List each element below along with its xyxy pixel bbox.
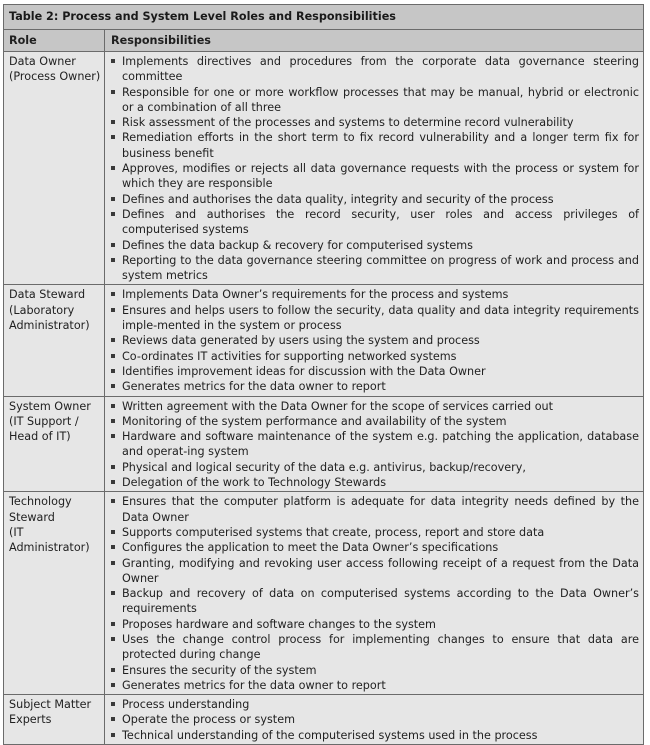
role-text: Steward xyxy=(9,510,55,524)
list-item: Supports computerised systems that create, process, report and store data xyxy=(111,525,639,540)
list-item: Uses the change control process for implementing changes to ensure that data are protected during change xyxy=(111,632,639,663)
responsibilities-column-header: Responsibilities xyxy=(111,34,211,47)
list-item: Identifies improvement ideas for discussion with the Data Owner xyxy=(111,364,639,379)
list-item: Co-ordinates IT activities for supporting networked systems xyxy=(111,349,639,364)
list-item: Defines and authorises the data quality, integrity and security of the process xyxy=(111,192,639,207)
role-text: Experts xyxy=(9,713,52,727)
role-text: Technology xyxy=(9,495,72,509)
table-header xyxy=(4,30,643,52)
table-row xyxy=(4,492,643,695)
list-item: Process understanding xyxy=(111,697,639,712)
list-item: Technical understanding of the computerised systems used in the process xyxy=(111,728,639,743)
role-column-header: Role xyxy=(4,30,105,51)
list-item: Ensures the security of the system xyxy=(111,663,639,678)
role-text: (Laboratory xyxy=(9,303,75,317)
list-item: Remediation efforts in the short term to fix record vulnerability and a longer term fix for business benefit xyxy=(111,130,639,161)
table-caption: Table 2: Process and System Level Roles and Responsibilities xyxy=(4,5,643,30)
role-text: (IT Administrator) xyxy=(9,525,90,555)
table-row xyxy=(4,397,643,493)
list-item: Granting, modifying and revoking user access following receipt of a request from the Data Owner xyxy=(111,556,639,587)
list-item: Configures the application to meet the Data Owner’s specifications xyxy=(111,540,639,555)
role-text: (Process Owner) xyxy=(9,70,101,84)
role-cell xyxy=(4,52,105,284)
list-item: Reviews data generated by users using the system and process xyxy=(111,333,639,348)
table-row xyxy=(4,285,643,396)
role-text: System Owner xyxy=(9,399,91,413)
list-item: Defines the data backup & recovery for computerised systems xyxy=(111,238,639,253)
role-text: Head of IT) xyxy=(9,430,71,444)
role-cell xyxy=(4,492,105,694)
list-item: Defines and authorises the record security, user roles and access privileges of computerised systems xyxy=(111,207,639,238)
list-item: Physical and logical security of the data e.g. antivirus, backup/recovery, xyxy=(111,460,639,475)
list-item: Approves, modifies or rejects all data governance requests with the process or system for which they are responsible xyxy=(111,161,639,192)
table-row xyxy=(4,695,643,744)
list-item: Backup and recovery of data on computerised systems according to the Data Owner’s requirements xyxy=(111,586,639,617)
responsibilities-cell xyxy=(105,52,643,284)
responsibilities-cell xyxy=(105,492,643,694)
role-text: (IT Support / xyxy=(9,414,79,428)
responsibilities-cell xyxy=(105,285,643,395)
role-cell xyxy=(4,397,105,492)
role-text: Data Owner xyxy=(9,55,76,68)
list-item: Risk assessment of the processes and systems to determine record vulnerability xyxy=(111,115,639,130)
roles-table xyxy=(3,4,644,745)
responsibilities-cell xyxy=(105,397,643,492)
list-item: Written agreement with the Data Owner for the scope of services carried out xyxy=(111,399,639,414)
responsibilities-cell xyxy=(105,695,643,744)
table-row xyxy=(4,52,643,285)
list-item: Ensures that the computer platform is adequate for data integrity needs defined by the Data Owner xyxy=(111,494,639,525)
role-text: Data Steward xyxy=(9,288,86,302)
list-item: Delegation of the work to Technology Stewards xyxy=(111,475,639,490)
list-item: Proposes hardware and software changes to the system xyxy=(111,617,639,632)
list-item: Generates metrics for the data owner to report xyxy=(111,379,639,394)
role-text: Administrator) xyxy=(9,319,90,333)
list-item: Implements directives and procedures from the corporate data governance steering committee xyxy=(111,54,639,85)
list-item: Reporting to the data governance steering committee on progress of work and process and system metrics xyxy=(111,253,639,284)
list-item: Monitoring of the system performance and availability of the system xyxy=(111,414,639,429)
role-cell xyxy=(4,695,105,744)
role-cell xyxy=(4,285,105,395)
list-item: Hardware and software maintenance of the system e.g. patching the application, database and operat-ing system xyxy=(111,429,639,460)
list-item: Ensures and helps users to follow the security, data quality and data integrity requirements imple-mented in the system or process xyxy=(111,303,639,334)
role-text: Subject Matter xyxy=(9,698,92,712)
list-item: Responsible for one or more workflow processes that may be manual, hybrid or electronic or a combination of all three xyxy=(111,85,639,116)
list-item: Implements Data Owner’s requirements for the process and systems xyxy=(111,287,639,302)
list-item: Operate the process or system xyxy=(111,712,639,727)
list-item: Generates metrics for the data owner to report xyxy=(111,678,639,693)
